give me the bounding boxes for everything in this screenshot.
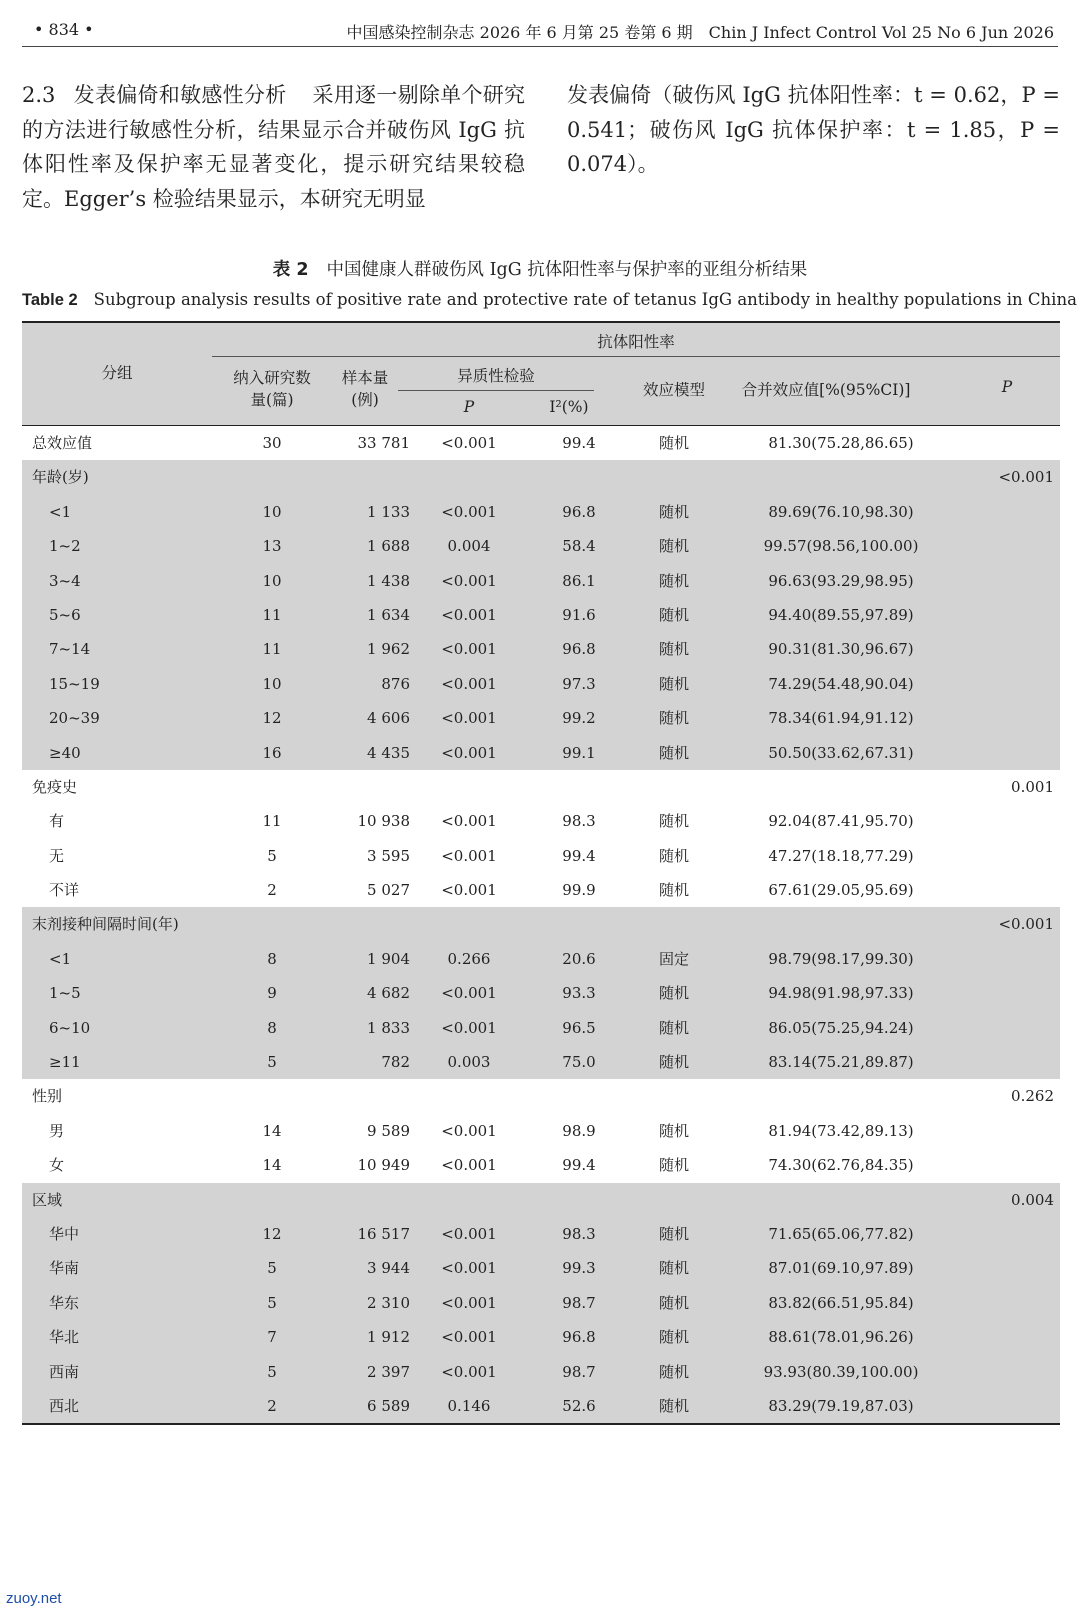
table-caption-en	[22, 290, 1077, 310]
cell-n-studies: 11	[262, 605, 282, 624]
cell-n-studies: 11	[262, 640, 282, 659]
cell-effect-model: 随机	[658, 571, 689, 590]
cell-sample-size: 1 438	[367, 571, 410, 590]
table-row	[22, 907, 1060, 941]
cell-pooled-effect: 89.69(76.10,98.30)	[768, 502, 914, 521]
cell-i2: 93.3	[562, 984, 596, 1003]
cell-effect-model: 随机	[658, 434, 689, 452]
cell-heterogeneity-p: <0.001	[441, 881, 497, 900]
table-row	[22, 598, 1060, 632]
cell-i2: 91.6	[562, 605, 596, 624]
cell-group: ≥11	[49, 1053, 81, 1072]
cell-heterogeneity-p: 0.004	[447, 537, 491, 556]
cell-group: 6~10	[49, 1018, 91, 1037]
cell-sample-size: 1 962	[367, 640, 410, 659]
cell-i2: 96.8	[562, 1328, 596, 1347]
cell-heterogeneity-p: <0.001	[441, 434, 497, 452]
cell-pooled-effect: 88.61(78.01,96.26)	[768, 1328, 914, 1347]
cell-i2: 96.5	[562, 1018, 596, 1037]
cell-group: 女	[49, 1156, 65, 1175]
cell-sample-size: 1 688	[367, 537, 410, 556]
cell-pooled-effect: 96.63(93.29,98.95)	[768, 571, 914, 590]
cell-pooled-effect: 93.93(80.39,100.00)	[763, 1362, 919, 1381]
table-header	[22, 323, 1060, 425]
header-n-studies: 纳入研究数量(篇)	[233, 369, 311, 409]
cell-n-studies: 8	[267, 949, 277, 968]
table-row	[22, 736, 1060, 770]
cell-pooled-effect: 94.40(89.55,97.89)	[768, 605, 914, 624]
cell-n-studies: 5	[267, 1053, 277, 1072]
header-effect: 合并效应值[%(95%CI)]	[741, 381, 911, 399]
cell-group: 无	[49, 846, 65, 865]
table-row	[22, 667, 1060, 701]
cell-n-studies: 10	[262, 502, 282, 521]
table-row	[22, 1011, 1060, 1045]
cell-i2: 98.3	[562, 812, 596, 831]
cell-n-studies: 2	[267, 881, 277, 900]
cell-i2: 58.4	[562, 537, 596, 556]
cell-effect-model: 随机	[658, 1121, 689, 1140]
cell-group: 华中	[49, 1224, 80, 1243]
text-column-right	[567, 78, 1060, 182]
cell-pooled-effect: 83.14(75.21,89.87)	[768, 1053, 914, 1072]
cell-group-p: <0.001	[998, 915, 1054, 934]
cell-group: 西南	[49, 1362, 80, 1381]
cell-heterogeneity-p: <0.001	[441, 709, 497, 728]
cell-effect-model: 随机	[658, 984, 689, 1003]
header-i2: I²(%)	[549, 398, 589, 416]
cell-sample-size: 1 833	[367, 1018, 410, 1037]
cell-pooled-effect: 86.05(75.25,94.24)	[768, 1018, 914, 1037]
cell-sample-size: 1 904	[367, 949, 410, 968]
cell-n-studies: 5	[267, 1362, 277, 1381]
cell-pooled-effect: 74.29(54.48,90.04)	[768, 674, 914, 693]
table-row	[22, 1045, 1060, 1079]
cell-sample-size: 5 027	[367, 881, 410, 900]
cell-n-studies: 12	[262, 1224, 282, 1243]
cell-group-p: <0.001	[998, 468, 1054, 487]
header-model: 效应模型	[642, 381, 705, 399]
table-row	[22, 426, 1060, 460]
cell-heterogeneity-p: 0.146	[447, 1396, 491, 1415]
cell-pooled-effect: 83.29(79.19,87.03)	[768, 1396, 914, 1415]
cell-effect-model: 随机	[658, 640, 689, 659]
cell-effect-model: 随机	[658, 502, 689, 521]
cell-effect-model: 随机	[658, 605, 689, 624]
cell-heterogeneity-p: <0.001	[441, 1156, 497, 1175]
cell-pooled-effect: 81.30(75.28,86.65)	[768, 434, 914, 452]
cell-sample-size: 10 949	[357, 1156, 410, 1175]
cell-effect-model: 随机	[658, 674, 689, 693]
cell-sample-size: 2 310	[367, 1293, 410, 1312]
journal-info: 中国感染控制杂志 2026 年 6 月第 25 卷第 6 期 Chin J Infect Control Vol 25 No 6 Jun 2026	[346, 23, 1054, 42]
header-p-group: P	[1001, 378, 1013, 396]
table-row	[22, 804, 1060, 838]
cell-heterogeneity-p: <0.001	[441, 846, 497, 865]
cell-sample-size: 1 133	[367, 502, 410, 521]
table-row	[22, 976, 1060, 1010]
section-heading	[22, 83, 312, 107]
cell-pooled-effect: 71.65(65.06,77.82)	[768, 1224, 914, 1243]
cell-i2: 99.3	[562, 1259, 596, 1278]
header-p: P	[463, 398, 475, 416]
cell-heterogeneity-p: <0.001	[441, 743, 497, 762]
cell-sample-size: 2 397	[367, 1362, 410, 1381]
cell-pooled-effect: 81.94(73.42,89.13)	[768, 1121, 914, 1140]
section-body-left: 采用逐一剔除单个研究的方法进行敏感性分析，结果显示合并破伤风 IgG 抗体阳性率及保护率无显著变化，提示研究结果较稳定。Egger’s 检验结果显示，本研究无明显	[22, 83, 526, 211]
cell-heterogeneity-p: <0.001	[441, 674, 497, 693]
cell-pooled-effect: 94.98(91.98,97.33)	[768, 984, 914, 1003]
cell-effect-model: 随机	[658, 1018, 689, 1037]
cell-effect-model: 随机	[658, 1362, 689, 1381]
cell-effect-model: 随机	[658, 1328, 689, 1347]
table-row	[22, 1148, 1060, 1182]
cell-group: 总效应值	[32, 434, 93, 452]
table-row	[22, 460, 1060, 494]
cell-sample-size: 6 589	[367, 1396, 410, 1415]
cell-effect-model: 随机	[658, 743, 689, 762]
cell-effect-model: 随机	[658, 1224, 689, 1243]
table-title-en: Subgroup analysis results of positive rate and protective rate of tetanus IgG antibody in healthy populations in China	[93, 290, 1077, 309]
cell-i2: 96.8	[562, 640, 596, 659]
cell-i2: 98.7	[562, 1293, 596, 1312]
table-label-cn: 表 2	[272, 260, 309, 280]
cell-pooled-effect: 67.61(29.05,95.69)	[768, 881, 914, 900]
cell-i2: 99.4	[562, 1156, 596, 1175]
cell-effect-model: 随机	[658, 1053, 689, 1072]
header-hetero-rule	[398, 390, 594, 391]
cell-n-studies: 8	[267, 1018, 277, 1037]
subgroup-table	[22, 321, 1060, 1425]
cell-pooled-effect: 78.34(61.94,91.12)	[768, 709, 914, 728]
cell-effect-model: 固定	[658, 949, 689, 968]
header-super-rule	[212, 356, 1060, 357]
cell-group: 有	[49, 812, 65, 831]
table-row	[22, 632, 1060, 666]
cell-group: 不详	[49, 881, 80, 900]
cell-i2: 99.4	[562, 434, 596, 452]
cell-heterogeneity-p: <0.001	[441, 640, 497, 659]
cell-heterogeneity-p: <0.001	[441, 984, 497, 1003]
cell-sample-size: 4 606	[367, 709, 410, 728]
cell-group-p: 0.262	[1011, 1087, 1054, 1106]
table-row	[22, 1389, 1060, 1423]
table-row	[22, 1320, 1060, 1354]
cell-group: 15~19	[49, 674, 100, 693]
cell-n-studies: 10	[262, 571, 282, 590]
cell-i2: 97.3	[562, 674, 596, 693]
cell-heterogeneity-p: <0.001	[441, 1121, 497, 1140]
table-row	[22, 1217, 1060, 1251]
cell-effect-model: 随机	[658, 709, 689, 728]
cell-n-studies: 9	[267, 984, 277, 1003]
cell-sample-size: 4 435	[367, 743, 410, 762]
text-column-left	[22, 78, 525, 216]
cell-i2: 99.4	[562, 846, 596, 865]
table-row	[22, 942, 1060, 976]
table-bottom-rule	[22, 1423, 1060, 1425]
cell-i2: 99.9	[562, 881, 596, 900]
cell-effect-model: 随机	[658, 1156, 689, 1175]
page-number: • 834 •	[34, 20, 94, 39]
cell-group: <1	[49, 949, 72, 968]
cell-heterogeneity-p: <0.001	[441, 1328, 497, 1347]
header-heterogeneity: 异质性检验	[457, 367, 535, 385]
cell-i2: 96.8	[562, 502, 596, 521]
cell-group-p: 0.004	[1011, 1190, 1054, 1209]
cell-i2: 20.6	[562, 949, 596, 968]
table-row	[22, 873, 1060, 907]
table-body	[22, 426, 1060, 1423]
table-row	[22, 770, 1060, 804]
cell-effect-model: 随机	[658, 1293, 689, 1312]
cell-group: <1	[49, 502, 72, 521]
cell-pooled-effect: 92.04(87.41,95.70)	[768, 812, 914, 831]
cell-sample-size: 16 517	[357, 1224, 410, 1243]
cell-group: 华北	[49, 1328, 80, 1347]
cell-group: 男	[49, 1121, 65, 1140]
cell-pooled-effect: 50.50(33.62,67.31)	[768, 743, 914, 762]
cell-n-studies: 5	[267, 1259, 277, 1278]
cell-pooled-effect: 83.82(66.51,95.84)	[768, 1293, 914, 1312]
cell-i2: 99.2	[562, 709, 596, 728]
cell-group: 性别	[32, 1087, 63, 1106]
table-title-cn: 中国健康人群破伤风 IgG 抗体阳性率与保护率的亚组分析结果	[326, 260, 808, 280]
cell-heterogeneity-p: <0.001	[441, 1362, 497, 1381]
cell-pooled-effect: 99.57(98.56,100.00)	[763, 537, 919, 556]
cell-i2: 99.1	[562, 743, 596, 762]
cell-n-studies: 13	[262, 537, 282, 556]
cell-n-studies: 11	[262, 812, 282, 831]
cell-group: 华南	[49, 1259, 80, 1278]
cell-heterogeneity-p: <0.001	[441, 1259, 497, 1278]
cell-group: 5~6	[49, 605, 81, 624]
cell-sample-size: 1 634	[367, 605, 410, 624]
header-super: 抗体阳性率	[597, 333, 675, 351]
cell-group: 末剂接种间隔时间(年)	[32, 915, 179, 934]
cell-i2: 98.3	[562, 1224, 596, 1243]
cell-group: 1~2	[49, 537, 81, 556]
table-row	[22, 1183, 1060, 1217]
table-row	[22, 839, 1060, 873]
cell-effect-model: 随机	[658, 537, 689, 556]
cell-i2: 98.7	[562, 1362, 596, 1381]
cell-i2: 86.1	[562, 571, 596, 590]
cell-sample-size: 3 595	[367, 846, 410, 865]
table-row	[22, 529, 1060, 563]
cell-i2: 52.6	[562, 1396, 596, 1415]
table-row	[22, 564, 1060, 598]
table-row	[22, 1355, 1060, 1389]
cell-group: 西北	[49, 1396, 80, 1415]
cell-heterogeneity-p: <0.001	[441, 605, 497, 624]
cell-heterogeneity-p: <0.001	[441, 812, 497, 831]
cell-effect-model: 随机	[658, 1259, 689, 1278]
cell-n-studies: 12	[262, 709, 282, 728]
table-row	[22, 701, 1060, 735]
cell-sample-size: 1 912	[367, 1328, 410, 1347]
cell-group: 华东	[49, 1293, 80, 1312]
cell-n-studies: 5	[267, 846, 277, 865]
cell-group: 1~5	[49, 984, 81, 1003]
table-row	[22, 1286, 1060, 1320]
table-row	[22, 1251, 1060, 1285]
header-group: 分组	[101, 364, 133, 382]
section-body-right: 发表偏倚（破伤风 IgG 抗体阳性率：t = 0.62，P = 0.541；破伤风 IgG 抗体保护率：t = 1.85，P = 0.074）。	[567, 83, 1060, 176]
table-label-en: Table 2	[22, 291, 78, 309]
cell-heterogeneity-p: 0.003	[447, 1053, 491, 1072]
cell-effect-model: 随机	[658, 846, 689, 865]
cell-group-p: 0.001	[1011, 777, 1054, 796]
header-sample: 样本量(例)	[341, 369, 389, 409]
cell-n-studies: 14	[262, 1156, 282, 1175]
cell-n-studies: 7	[267, 1328, 277, 1347]
cell-n-studies: 16	[262, 743, 282, 762]
table-row	[22, 1114, 1060, 1148]
table-row	[22, 495, 1060, 529]
cell-pooled-effect: 98.79(98.17,99.30)	[768, 949, 914, 968]
cell-pooled-effect: 74.30(62.76,84.35)	[768, 1156, 914, 1175]
cell-sample-size: 33 781	[357, 434, 410, 452]
cell-pooled-effect: 90.31(81.30,96.67)	[768, 640, 914, 659]
cell-effect-model: 随机	[658, 812, 689, 831]
cell-effect-model: 随机	[658, 1396, 689, 1415]
cell-n-studies: 10	[262, 674, 282, 693]
cell-i2: 98.9	[562, 1121, 596, 1140]
page-header	[22, 18, 1058, 44]
cell-sample-size: 9 589	[367, 1121, 410, 1140]
header-rule	[22, 46, 1058, 47]
watermark: zuoy.net	[6, 1590, 62, 1607]
cell-group: 7~14	[49, 640, 91, 659]
cell-effect-model: 随机	[658, 881, 689, 900]
cell-group: ≥40	[49, 743, 81, 762]
cell-group: 年龄(岁)	[32, 468, 89, 487]
cell-heterogeneity-p: <0.001	[441, 1293, 497, 1312]
cell-group: 20~39	[49, 709, 100, 728]
cell-n-studies: 5	[267, 1293, 277, 1312]
cell-i2: 75.0	[562, 1053, 596, 1072]
cell-n-studies: 14	[262, 1121, 282, 1140]
cell-sample-size: 10 938	[357, 812, 410, 831]
cell-sample-size: 3 944	[367, 1259, 410, 1278]
table-caption-cn	[0, 256, 1080, 281]
cell-sample-size: 782	[381, 1053, 410, 1072]
table-row	[22, 1079, 1060, 1113]
cell-n-studies: 30	[262, 434, 282, 452]
cell-heterogeneity-p: <0.001	[441, 1018, 497, 1037]
cell-heterogeneity-p: <0.001	[441, 1224, 497, 1243]
section-number: 2.3	[22, 83, 56, 107]
cell-heterogeneity-p: 0.266	[447, 949, 491, 968]
cell-sample-size: 4 682	[367, 984, 410, 1003]
cell-heterogeneity-p: <0.001	[441, 502, 497, 521]
cell-pooled-effect: 47.27(18.18,77.29)	[768, 846, 914, 865]
cell-pooled-effect: 87.01(69.10,97.89)	[768, 1259, 914, 1278]
cell-group: 免疫史	[32, 777, 78, 796]
cell-group: 3~4	[49, 571, 81, 590]
cell-group: 区域	[32, 1190, 63, 1209]
section-title: 发表偏倚和敏感性分析	[73, 83, 287, 107]
cell-n-studies: 2	[267, 1396, 277, 1415]
cell-sample-size: 876	[381, 674, 410, 693]
cell-heterogeneity-p: <0.001	[441, 571, 497, 590]
